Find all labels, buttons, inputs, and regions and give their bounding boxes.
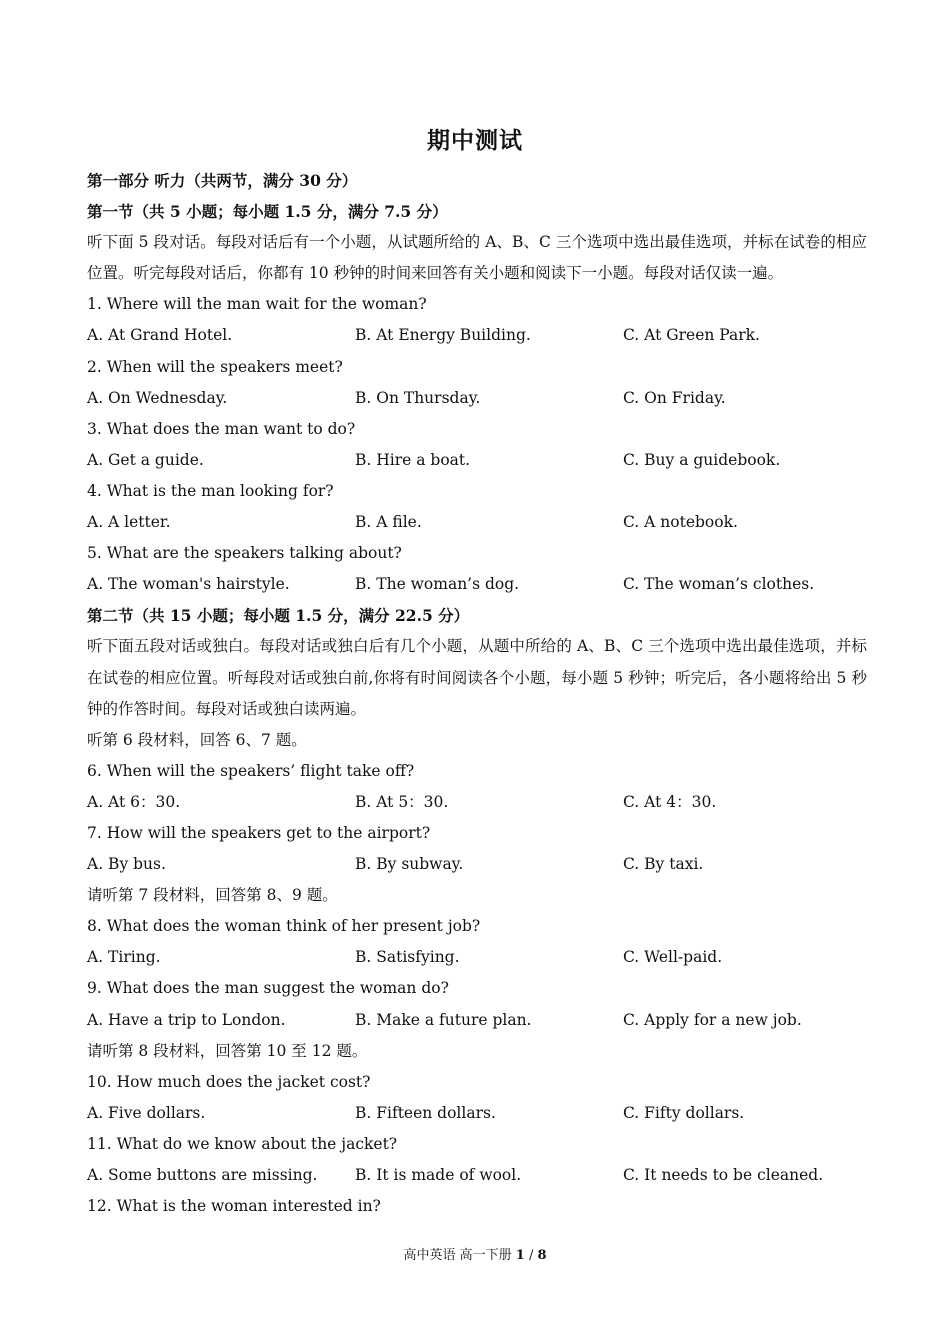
- option-c: C. At Green Park.: [623, 326, 760, 345]
- option-b: B. Make a future plan.: [355, 1010, 532, 1029]
- part1-heading: 第一部分 听力（共两节，满分 30 分）: [87, 171, 358, 190]
- question-8-options: [87, 942, 867, 973]
- question-6-options: [87, 787, 867, 818]
- option-a: A. Some buttons are missing.: [87, 1166, 318, 1184]
- question-4: 4. What is the man looking for?: [87, 481, 334, 500]
- option-c: C. By taxi.: [623, 855, 704, 874]
- question-1-options: [87, 320, 867, 351]
- option-a: A. By bus.: [87, 855, 166, 874]
- question-11-options: [87, 1160, 867, 1191]
- option-c: C. It needs to be cleaned.: [623, 1166, 824, 1184]
- material-7-note: 请听第 7 段材料，回答第 8、9 题。: [87, 886, 338, 905]
- section1-instructions: 听下面 5 段对话。每段对话后有一个小题，从试题所给的 A、B、C 三个选项中选出最佳选项，并标在试卷的相应位置。听完每段对话后，你都有 10 秒钟的时间来回答有关小题和阅读下一小题。每段对话仅读一遍。: [87, 233, 867, 283]
- question-1: 1. Where will the man wait for the woman?: [87, 295, 427, 314]
- option-b: B. Satisfying.: [355, 948, 460, 967]
- question-9-options: [87, 1005, 867, 1036]
- option-b: B. Hire a boat.: [355, 450, 471, 469]
- option-a: A. Get a guide.: [87, 450, 204, 469]
- footer-subject: 高中英语 高一下册: [403, 1248, 512, 1263]
- option-b: B. Fifteen dollars.: [355, 1103, 496, 1122]
- option-a: A. Tiring.: [87, 948, 161, 967]
- option-a: A. Have a trip to London.: [87, 1010, 286, 1029]
- material-6-note: 听第 6 段材料，回答 6、7 题。: [87, 730, 307, 749]
- option-b: B. By subway.: [355, 855, 464, 874]
- page-title: 期中测试: [427, 127, 523, 154]
- option-a: A. At 6：30.: [87, 792, 181, 811]
- option-c: C. Well-paid.: [623, 948, 723, 967]
- page-footer: [0, 1244, 950, 1263]
- document-content: [87, 165, 867, 1222]
- option-c: C. On Friday.: [623, 388, 726, 407]
- question-4-options: [87, 507, 867, 538]
- question-7-options: [87, 849, 867, 880]
- section1-heading: 第一节（共 5 小题；每小题 1.5 分，满分 7.5 分）: [87, 202, 448, 222]
- option-a: A. On Wednesday.: [87, 388, 228, 407]
- question-2-options: [87, 383, 867, 414]
- option-a: A. Five dollars.: [87, 1103, 206, 1122]
- option-c: C. Apply for a new job.: [623, 1010, 802, 1029]
- option-a: A. A letter.: [87, 513, 171, 532]
- question-9: 9. What does the man suggest the woman do?: [87, 979, 449, 998]
- question-5-options: [87, 569, 867, 600]
- question-3-options: [87, 445, 867, 476]
- option-c: C. A notebook.: [623, 513, 738, 532]
- question-7: 7. How will the speakers get to the airport?: [87, 823, 431, 842]
- option-b: B. On Thursday.: [355, 388, 481, 407]
- option-c: C. Fifty dollars.: [623, 1103, 745, 1122]
- option-b: B. At Energy Building.: [355, 326, 531, 345]
- footer-page-total: 8: [537, 1248, 547, 1263]
- option-b: B. A file.: [355, 513, 422, 532]
- question-3: 3. What does the man want to do?: [87, 419, 356, 438]
- material-8-note: 请听第 8 段材料，回答第 10 至 12 题。: [87, 1041, 368, 1060]
- question-10-options: [87, 1098, 867, 1129]
- option-a: A. At Grand Hotel.: [87, 326, 233, 345]
- footer-page-number: 1: [515, 1248, 525, 1263]
- question-2: 2. When will the speakers meet?: [87, 357, 343, 376]
- question-5: 5. What are the speakers talking about?: [87, 544, 402, 563]
- section2-heading: 第二节（共 15 小题；每小题 1.5 分，满分 22.5 分）: [87, 606, 470, 626]
- question-12: 12. What is the woman interested in?: [87, 1197, 381, 1216]
- option-c: C. The woman’s clothes.: [623, 575, 815, 594]
- question-6: 6. When will the speakers’ flight take off?: [87, 761, 415, 780]
- option-c: C. Buy a guidebook.: [623, 450, 781, 469]
- question-11: 11. What do we know about the jacket?: [87, 1134, 398, 1153]
- question-8: 8. What does the woman think of her present job?: [87, 917, 481, 936]
- option-b: B. The woman’s dog.: [355, 575, 520, 594]
- option-a: A. The woman's hairstyle.: [87, 575, 290, 594]
- section2-instructions: 听下面五段对话或独白。每段对话或独白后有几个小题，从题中所给的 A、B、C 三个选项中选出最佳选项，并标在试卷的相应位置。听每段对话或独白前,你将有时间阅读各个小题，每小题 5 秒钟；听完后，各小题将给出 5 秒钟的作答时间。每段对话或独白读两遍。: [87, 637, 867, 718]
- option-c: C. At 4：30.: [623, 792, 717, 811]
- option-b: B. It is made of wool.: [355, 1166, 522, 1184]
- question-10: 10. How much does the jacket cost?: [87, 1072, 371, 1091]
- option-b: B. At 5：30.: [355, 792, 449, 811]
- footer-page-separator: /: [524, 1248, 538, 1263]
